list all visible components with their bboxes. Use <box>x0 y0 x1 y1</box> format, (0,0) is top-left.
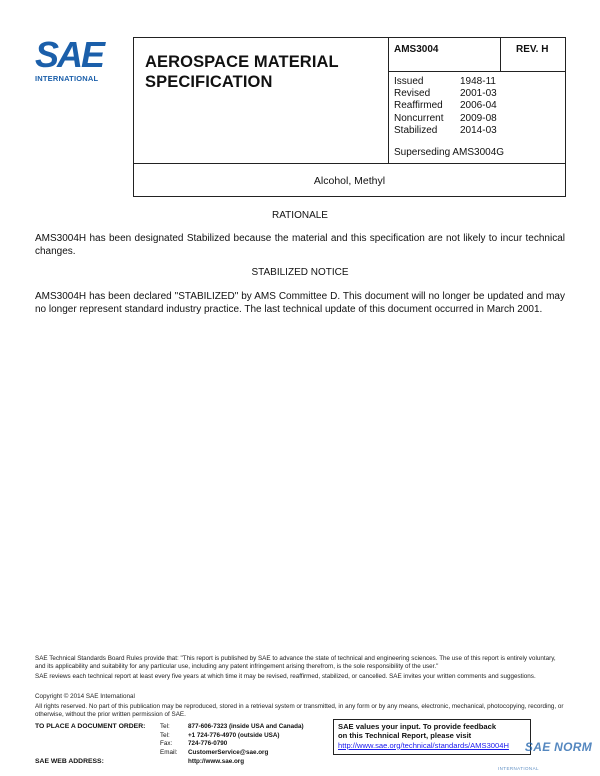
date-value: 2006-04 <box>460 100 497 112</box>
watermark-subtext: INTERNATIONAL <box>498 766 539 771</box>
policy-statement: SAE Technical Standards Board Rules provide that: "This report is published by SAE to advance the state of technical and engineering sciences. The use of this report is entirely voluntary, and its applicability and suitability for any particular use, including any patent infringement arising therefrom, is the sole responsibility of the user." <box>35 655 556 671</box>
contact-value: 724-776-0790 <box>188 740 228 748</box>
contact-row <box>160 732 304 741</box>
contact-value: 877-606-7323 (inside USA and Canada) <box>188 723 304 730</box>
contact-key: Fax: <box>160 740 173 748</box>
contact-key: Tel: <box>160 731 170 739</box>
divider <box>388 71 566 72</box>
watermark <box>488 739 600 773</box>
logo-tagline: INTERNATIONAL <box>35 74 99 83</box>
contact-row <box>160 740 304 749</box>
web-address-label: SAE WEB ADDRESS: <box>35 758 104 765</box>
document-type-title <box>145 52 339 92</box>
logo-mark: SAE <box>35 34 104 75</box>
date-value: 1948-11 <box>460 76 496 87</box>
contact-key: Email: <box>160 748 178 756</box>
email-link[interactable]: CustomerService@sae.org <box>188 748 269 756</box>
date-row <box>394 125 497 137</box>
date-history <box>394 76 497 137</box>
web-address-link[interactable]: http://www.sae.org <box>188 758 245 765</box>
contact-value: +1 724-776-4970 (outside USA) <box>188 731 280 739</box>
feedback-line-1: SAE values your input. To provide feedback <box>338 722 497 731</box>
watermark-text: SAE NORM <box>524 740 592 754</box>
date-value: 2001-03 <box>460 88 497 100</box>
date-label: Noncurrent <box>394 112 444 124</box>
date-label: Reaffirmed <box>394 100 443 112</box>
stabilized-notice-heading: STABILIZED NOTICE <box>251 267 349 278</box>
superseding-note: Superseding AMS3004G <box>394 147 505 158</box>
date-row <box>394 113 497 125</box>
title-line-2: SPECIFICATION <box>145 73 273 91</box>
date-label: Issued <box>394 76 424 87</box>
rationale-text: AMS3004H has been designated Stabilized because the material and this specification are not likely to incur technical changes. <box>35 233 565 257</box>
date-row <box>394 100 497 112</box>
sae-logo <box>35 36 121 84</box>
divider <box>388 38 389 163</box>
review-statement: SAE reviews each technical report at least every five years at which time it may be revised, reaffirmed, stabilized, or cancelled. SAE invites your written comments and suggestions. <box>35 673 536 680</box>
rights-statement: All rights reserved. No part of this publication may be reproduced, stored in a retrieval system or transmitted, in any form or by any means, electronic, mechanical, photocopying, recording, or otherwise, without the prior written permission of SAE. <box>35 703 564 719</box>
contact-key: Tel: <box>160 723 170 730</box>
document-subject: Alcohol, Methyl <box>313 175 386 187</box>
order-info <box>35 723 145 732</box>
document-number: AMS3004 <box>394 44 439 55</box>
feedback-line-2: on this Technical Report, please visit <box>338 731 472 741</box>
date-row <box>394 76 497 88</box>
stabilized-notice-text: AMS3004H has been declared "STABILIZED" by AMS Committee D. This document will no longer be updated and may no longer represent standard industry practice. The last technical update of this document occurred in March 2001. <box>35 291 565 315</box>
date-label: Stabilized <box>394 124 438 136</box>
revision-label: REV. H <box>516 44 549 55</box>
title-line-1: AEROSPACE MATERIAL <box>145 53 339 71</box>
contact-row <box>160 723 304 732</box>
feedback-link[interactable]: http://www.sae.org/technical/standards/AMS3004H <box>338 740 509 750</box>
order-label: TO PLACE A DOCUMENT ORDER: <box>35 723 146 730</box>
contact-list <box>160 723 304 757</box>
copyright: Copyright © 2014 SAE International <box>35 693 135 700</box>
divider <box>500 38 501 71</box>
date-value: 2009-08 <box>460 112 497 124</box>
date-label: Revised <box>394 88 431 100</box>
rationale-heading: RATIONALE <box>272 210 328 221</box>
contact-row <box>160 749 304 758</box>
date-value: 2014-03 <box>460 124 497 136</box>
divider <box>134 163 565 164</box>
date-row <box>394 88 497 100</box>
